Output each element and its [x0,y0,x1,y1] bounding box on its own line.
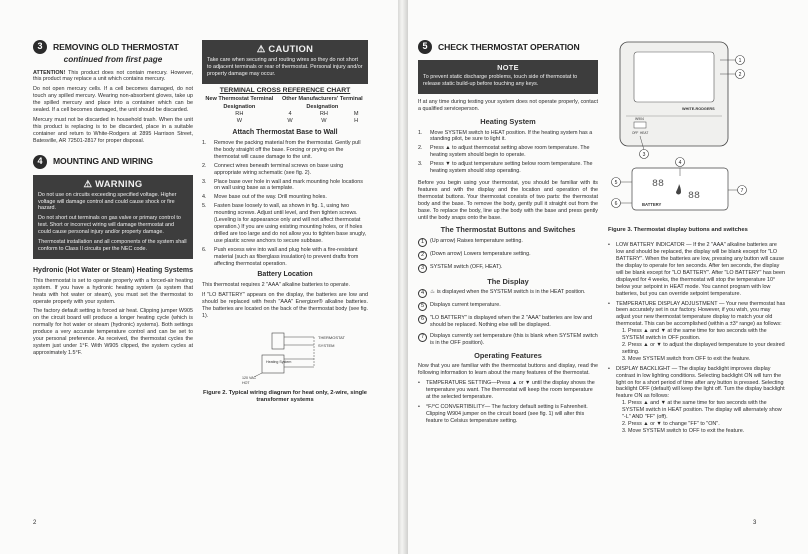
list-item [418,315,598,329]
section-5-heading [418,40,598,54]
list-item [418,380,598,401]
list-item: 3. Press ▼ to adjust temperature setting below room temperature. The heating system should stop operating. [418,161,598,175]
table-row [202,111,368,118]
terminal-cross-reference-table [202,96,368,125]
jumper-block [634,122,646,128]
sub-step: 3. Move SYSTEM switch to OFF to exit the feature. [622,427,745,434]
thermostat-label: THERMOSTAT [318,334,345,340]
item-text: is displayed when the SYSTEM switch is in the HEAT position. [436,289,586,296]
list-item: 1. Move SYSTEM switch to HEAT position. If the heating system has a standing pilot, be sure to light it. [418,130,598,144]
list-item [418,302,598,311]
warning-title: ⚠ WARNING [83,177,143,189]
table-cell: W [287,117,293,124]
right-page-right-column [608,40,786,438]
section-subtitle: continued from first page [63,55,163,64]
item-text: • TEMPERATURE DISPLAY ADJUSTMENT — Your new thermostat has been accurately set in our factory. However, if you wish, you may adjust your new thermostat temperature display to match your old thermostat. This can be accomplished (within a ±3° range) as follows: [616,300,786,328]
list-item [418,264,598,273]
table-cell: M [353,110,359,117]
attach-steps-list [202,140,368,267]
note-title: NOTE [497,63,519,72]
warning-text-3: Thermostat installation and all components of the system shall conform to Class II circuits per the NEC code. [38,239,187,252]
book-gutter [398,0,408,554]
right-page [408,0,808,554]
callout-1-label: 1 [738,58,742,64]
mercury-paragraph-2: Mercury must not be discarded in household trash. When the unit this product is replacing is to be discarded, place in a suitable container and return to White-Rodgers at 2895 Harrison Street, Batesville, AR 72501-2817 for proper disposal. [33,116,193,144]
hydronic-heading: Hydronic (Hot Water or Steam) Heating Systems [33,266,193,274]
callout-number: 6 [418,315,427,324]
step-text: Fasten base loosely to wall, as shown in fig. 1, using two mounting screws. Adjust until level, and then tighten screws. (Leveling is for appearance only and will not affect thermostat operation.) If you are using existing mounting holes, or if holes drilled are too large and do not allow you to tighten base snugly, use plastic screw anchors to secure subbase. [214,203,367,244]
heating-heading: Heating System [480,117,536,127]
list-item [608,301,786,363]
page-number: 2 [33,520,37,526]
left-column [33,40,193,360]
off-label: OFF [632,131,639,135]
step-text: Place base over hole in wall and mark mounting hole locations on wall using base as a template. [214,178,363,192]
attention-text: This product does not contain mercury. However, this product may replace a unit which contains mercury. [33,69,193,83]
list-item [608,242,786,297]
table-cell: W [236,117,242,124]
note-text: To prevent static discharge problems, touch side of thermostat to release static build-up before touching any keys. [423,74,578,88]
attention-paragraph [33,70,193,84]
callout-6-label: 6 [614,201,618,207]
step-text: Remove the packing material from the thermostat. Gently pull the body straight off the base. Forcing or prying on the thermostat will cause damage to the unit. [214,140,361,160]
battery-paragraph-1: This thermostat requires 2 "AAA" alkaline batteries to operate. [202,282,350,289]
callout-number: 7 [418,333,427,342]
brand-label: WHITE-RODGERS [682,107,715,111]
warning-box [33,175,193,259]
section-4-heading [33,155,193,169]
table-row [202,118,368,125]
right-page-left-column [418,40,598,428]
flame-icon: ♨ [430,289,435,296]
item-text: Displays currently set temperature (this is blank when SYSTEM switch is in the OFF position). [430,333,598,347]
attention-label: ATTENTION! [33,69,66,76]
left-page [0,0,398,554]
table-cell: 4 [288,110,292,117]
list-item [418,289,598,298]
callout-number: 2 [418,251,427,260]
step-text: Connect wires beneath terminal screws on base using appropriate wiring schematic (see fig. 2). [214,162,344,176]
section-title: MOUNTING AND WIRING [53,156,153,167]
jumper-label: W904 [635,117,644,121]
battery-paragraph-2: If "LO BATTERY" appears on the display, the batteries are low and should be replaced with fresh "AAA" Energizer® alkaline batteries. The batteries are located on the back of the thermostat body (see fig. 1). [202,292,368,319]
step-text: Press ▼ to adjust temperature setting below room temperature. The heating system should stop operating. [430,161,593,175]
step-text: Push excess wire into wall and plug hole with a fire-resistant material (such as fiberglass insulation) to prevent drafts from affecting thermostat operation. [214,246,359,267]
attach-heading: Attach Thermostat Base to Wall [232,129,338,137]
list-item: 2. Press ▲ to adjust thermostat setting above room temperature. The heating system should begin to operate. [418,145,598,159]
ref-chart-title: TERMINAL CROSS REFERENCE CHART [219,86,351,94]
item-text: "LO BATTERY" is displayed when the 2 "AAA" batteries are low and should be replaced. Nothing else will be displayed. [430,315,593,329]
hot-label: HOT [242,380,250,385]
item-text: • LOW BATTERY INDICATOR — If the 2 "AAA" alkaline batteries are low and should be replaced, the display will be blank except for "LO BATTERY". When the batteries are low, pressing any button will cause the display to operate for ten seconds. After ten seconds, the display will be blank except for "LO BATTERY". After "LO BATTERY" has been displayed for 4 weeks, the thermostat will stop the temperature 10° below your setpoint in HEAT mode. You cannot program with low batteries, but you can override setpoint temperature. [616,242,786,297]
item-text: • DISPLAY BACKLIGHT — The display backlight improves display contrast in low lighting conditions. Selecting backlight ON will turn the light on for a short period of time after any button is pressed. Selecting backlight OFF (default) will keep the light off. Turn the display backlight feature ON as follows: [616,365,785,400]
table-header: Other Manufacturers' Terminal Designation [281,96,363,110]
step-text: Move SYSTEM switch to HEAT position. If the heating system has a standing pilot, be sure to light it. [430,129,593,143]
current-temp-digits: 88 [652,179,665,190]
callout-5-label: 5 [614,180,618,186]
list-item: 2. Connect wires beneath terminal screws on base using appropriate wiring schematic (see fig. 2). [202,163,368,177]
list-item [418,333,598,347]
table-cell: RH [319,110,328,117]
list-item: 3. Place base over hole in wall and mark mounting hole locations on wall using base as a template. [202,179,368,193]
battery-label: BATTERY [642,202,662,207]
item-text: (Up arrow) Raises temperature setting. [430,237,523,244]
mercury-paragraph-1: Do not open mercury cells. If a cell becomes damaged, do not touch any spilled mercury. Wearing non-absorbent gloves, take up the spilled mercury and place into a container which can be sealed. If a cell becomes damaged, the unit should be discarded. [33,86,193,114]
sub-step: 2. Press ▲ or ▼ to adjust the displayed temperature to your desired setting. [622,342,785,355]
callout-4-label: 4 [678,160,682,166]
note-box [418,60,598,94]
display-heading: The Display [487,276,529,286]
heating-steps-list [418,130,598,175]
section-title: CHECK THERMOSTAT OPERATION [438,41,580,52]
thermostat-display [634,52,714,102]
voltage-label: 120 VAC [242,375,257,380]
step-text: Press ▲ to adjust thermostat setting above room temperature. The heating system should begin to operate. [430,145,590,159]
item-text: Displays current temperature. [430,302,501,309]
list-item: 6. Push excess wire into wall and plug hole with a fire-resistant material (such as fiberglass insulation) to prevent drafts from affecting thermostat operation. [202,247,368,268]
table-cell: W [321,117,327,124]
callout-number: 3 [418,264,427,273]
item-text: SYSTEM switch (OFF, HEAT). [430,263,503,270]
left-page-right-column [202,40,368,405]
sub-step: 1. Press ▲ and ▼ at the same time for two seconds with the SYSTEM switch in HEAT position. The display will alternately show "-L" AND "FF" (off). [622,400,782,421]
callout-3-label: 3 [642,152,646,158]
buttons-heading: The Thermostat Buttons and Switches [440,225,576,235]
warning-text-2: Do not short out terminals on gas valve or primary control to test. Short or incorrect wiring will damage thermostat and could cause personal injury and/or property damage. [38,215,181,236]
set-temp-digits: 88 [688,191,701,202]
item-text: • °F/°C CONVERTIBILITY— The factory default setting is Fahrenheit. Clipping W904 jumper on the circuit board (see fig. 1) will alter this feature to Celsius temperature setting. [426,404,588,424]
callout-7-label: 7 [740,188,744,194]
callout-number: 4 [418,289,427,298]
wiring-diagram [202,327,368,387]
operating-list [418,380,598,424]
list-item: 1. Remove the packing material from the thermostat. Gently pull the body straight off the base. Forcing or prying on the thermostat will cause damage to the unit. [202,140,368,161]
list-item [418,251,598,260]
caution-text: Take care when securing and routing wires so they do not short to adjacent terminals or rear of thermostat. Personal injury and/or property damage may occur. [207,57,363,77]
caution-box [202,40,368,84]
before-paragraph: Before you begin using your thermostat, you should be familiar with its features and with the display and the location and operation of the thermostat buttons. Your thermostat consists of two parts: the thermostat body and the base. To remove the body, gently pull it straight out from the base. To replace the body, line up the body with the base and press gently until the body snaps onto the base. [418,180,598,221]
hydronic-paragraph-2: The factory default setting is forced air heat. Clipping jumper W905 on the circuit board will produce a longer heating cycle (which is normally for hot water or steam (hydronic) systems). Both settings produce a very accurate temperature control and can be set to your personal preference. As received, the thermostat cycles the system just under 1°F. With W905 clipped, the system cycles at approximately 1.5°F. [33,308,193,356]
sub-step: 2. Press ▲ or ▼ to change "FF" to "ON". [622,420,720,427]
figure-2-caption: Figure 2. Typical wiring diagram for heat only, 2-wire, single transformer systems [202,389,368,404]
section-title: REMOVING OLD THERMOSTAT [53,41,179,52]
section-number: 4 [33,155,47,169]
list-item: 4. Move base out of the way. Drill mounting holes. [202,194,327,201]
list-item [608,366,786,435]
list-item: 5. Fasten base loosely to wall, as shown in fig. 1, using two mounting screws. Adjust until level, and then tighten screws. (Leveling is for appearance only and will not affect thermostat operation.) If you are using existing mounting holes, or if holes drilled are too large and do not allow you to tighten base snugly, use plastic screw anchors to secure subbase. [202,203,367,244]
caution-title: ⚠ CAUTION [256,43,314,54]
section-number: 3 [33,40,47,54]
item-text: • TEMPERATURE SETTING—Press ▲ or ▼ until the display shows the temperature you want. The thermostat will keep the room temperature at the selected temperature. [426,380,595,401]
callout-number: 5 [418,302,427,311]
callout-2-label: 2 [738,72,742,78]
sub-step: 3. Move SYSTEM switch from OFF to exit the feature. [622,355,751,362]
sub-step: 1. Press ▲ and ▼ at the same time for two seconds with the SYSTEM switch in OFF position. [622,328,767,342]
system-label: SYSTEM [318,342,335,348]
callout-number: 1 [418,238,427,247]
table-cell: H [354,117,359,124]
item-text: (Down arrow) Lowers temperature setting. [430,250,531,257]
figure-3-caption: Figure 3. Thermostat display buttons and switches [608,226,748,233]
intro-paragraph: If at any time during testing your system does not operate properly, contact a qualified serviceperson. [418,99,598,113]
operating-heading: Operating Features [474,351,542,360]
heat-label: HEAT [640,131,649,135]
features-list [608,242,786,434]
table-cell: RH [235,110,244,117]
hydronic-paragraph-1: This thermostat is set to operate properly with a forced-air heating system. If you have a hydronic heating system (a system that heats with hot water or steam), you must set the thermostat to operate properly with your system. [33,277,193,305]
list-item [418,404,598,425]
heating-system-label: Heating System [266,359,292,364]
operating-intro: Now that you are familiar with the thermostat buttons and display, read the following information to learn about the many features of the thermostat. [418,363,598,377]
warning-text-1: Do not use on circuits exceeding specified voltage. Higher voltage will damage control and could cause shock or fire hazard. [38,191,177,212]
step-text: Move base out of the way. Drill mounting holes. [214,194,327,201]
battery-heading: Battery Location [257,271,313,279]
table-header: New Thermostat Terminal Designation [205,96,274,110]
section-3-heading [33,40,193,54]
list-item [418,238,598,247]
section-number: 5 [418,40,432,54]
page-number: 3 [753,520,757,526]
